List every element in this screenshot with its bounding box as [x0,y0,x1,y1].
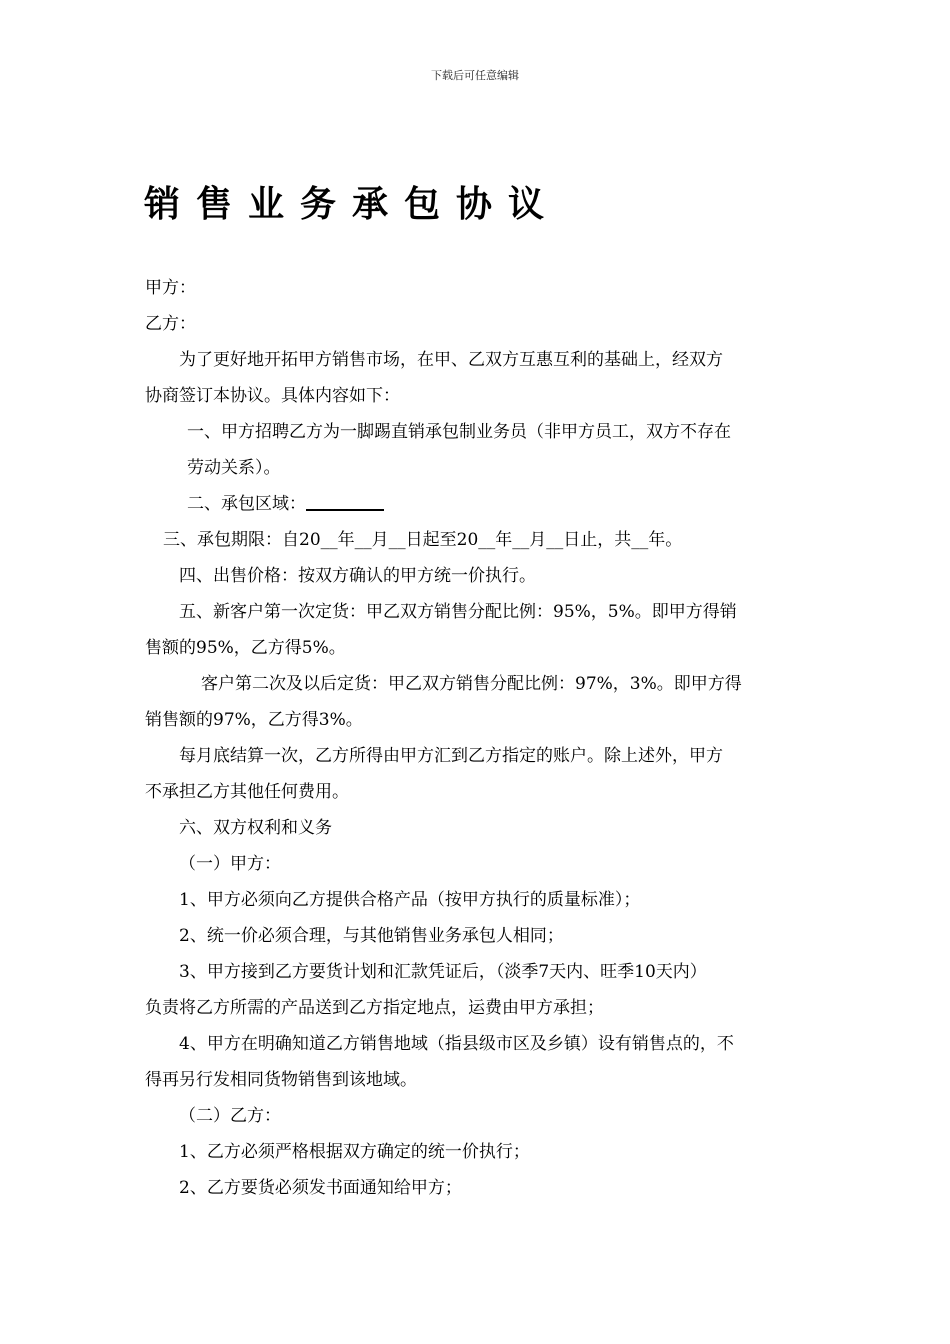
intro-paragraph-line: 协商签订本协议。具体内容如下： [145,386,400,406]
party-a-item-1: 1、甲方必须向乙方提供合格产品（按甲方执行的质量标准）； [179,890,641,910]
settlement-line: 每月底结算一次，乙方所得由甲方汇到乙方指定的账户。除上述外，甲方 [179,746,723,766]
clause-5-repeat-line: 销售额的97%，乙方得3%。 [145,710,363,730]
party-b-line: 乙方： [145,314,196,334]
clause-5-repeat-line: 客户第二次及以后定货：甲乙双方销售分配比例：97%，3%。即甲方得 [201,674,742,694]
settlement-line: 不承担乙方其他任何费用。 [145,782,349,802]
clause-1-line: 一、甲方招聘乙方为一脚踢直销承包制业务员（非甲方员工，双方不存在 [187,422,731,442]
party-a-item-4: 得再另行发相同货物销售到该地域。 [145,1070,417,1090]
intro-paragraph-line: 为了更好地开拓甲方销售市场，在甲、乙双方互惠互利的基础上，经双方 [179,350,723,370]
party-b-item-1: 1、乙方必须严格根据双方确定的统一价执行； [179,1142,530,1162]
clause-3-line: 三、承包期限：自20__年__月__日起至20__年__月__日止，共__年。 [163,530,683,550]
clause-2-line [145,486,810,522]
page-header: 下载后可任意编辑 [431,69,519,82]
party-a-item-3: 3、甲方接到乙方要货计划和汇款凭证后，（淡季7天内、旺季10天内） [179,962,707,982]
party-a-item-4: 4、甲方在明确知道乙方销售地域（指县级市区及乡镇）设有销售点的，不 [179,1034,734,1054]
clause-5-line: 售额的95%，乙方得5%。 [145,638,346,658]
clause-4-line: 四、出售价格：按双方确认的甲方统一价执行。 [179,566,536,586]
party-a-line: 甲方： [145,278,196,298]
blank-underline [306,493,384,511]
clause-5-line: 五、新客户第一次定货：甲乙双方销售分配比例：95%，5%。即甲方得销 [179,602,737,622]
clause-1-line: 劳动关系）。 [187,458,281,478]
clause-2-text: 二、承包区域： [187,494,306,514]
party-a-item-2: 2、统一价必须合理，与其他销售业务承包人相同； [179,926,564,946]
party-b-item-2: 2、乙方要货必须发书面通知给甲方； [179,1178,462,1198]
party-b-subheading: （二）乙方： [179,1106,281,1126]
party-a-subheading: （一）甲方： [179,854,281,874]
party-a-item-3: 负责将乙方所需的产品送到乙方指定地点，运费由甲方承担； [145,998,604,1018]
document-title: 销售业务承包协议 [144,184,561,225]
clause-6-heading: 六、双方权利和义务 [179,818,332,838]
document-body [145,270,810,1206]
